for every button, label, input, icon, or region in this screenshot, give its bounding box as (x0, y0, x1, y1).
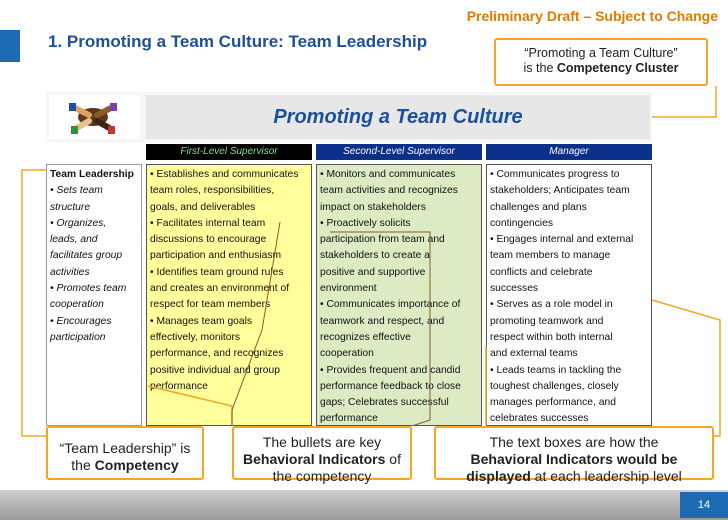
indicator-line: • Facilitates internal team (150, 217, 266, 229)
second-level-indicators (316, 164, 482, 426)
indicator-line: stakeholders; Anticipates team (490, 185, 630, 197)
competency-line: • Promotes team (50, 283, 127, 295)
indicator-line: environment (320, 283, 377, 295)
callout-cluster-mid: is the (523, 61, 557, 75)
level-header-manager: Manager (486, 144, 652, 160)
callout-tb-post: at each leadership level (530, 467, 682, 484)
indicator-line: • Provides frequent and candid (320, 364, 461, 376)
indicator-line: performance (150, 380, 208, 392)
indicator-line: impact on stakeholders (320, 201, 426, 213)
manager-indicators (486, 164, 652, 426)
indicator-line: successes (490, 283, 539, 295)
callout-bi-bold: Behavioral Indicators (243, 450, 386, 467)
indicator-line: conflicts and celebrate (490, 266, 593, 278)
indicator-line: • Proactively solicits (320, 217, 411, 229)
level-header-second: Second-Level Supervisor (316, 144, 482, 160)
callout-bi-end: the competency (272, 467, 372, 484)
callout-comp-text: “Team Leadership” is (59, 440, 191, 456)
callout-bi-post: of (385, 450, 401, 467)
indicator-line: challenges and plans (490, 201, 587, 213)
callout-cluster-text: “Promoting a Team Culture” (524, 46, 678, 60)
logo-panel (49, 95, 140, 139)
callout-bi-text: The bullets are key (262, 434, 382, 450)
competency-line: leads, and (50, 234, 98, 246)
indicator-line: • Leads teams in tackling the (490, 364, 622, 376)
indicator-line: respect within both internal (490, 331, 613, 343)
cluster-banner-title: Promoting a Team Culture (146, 95, 650, 139)
indicator-line: stakeholders to create a (320, 250, 430, 262)
indicator-line: effectively, monitors (150, 331, 241, 343)
indicator-line: • Identifies team ground rules (150, 266, 284, 278)
competency-column (46, 164, 142, 426)
indicator-line: team roles, responsibilities, (150, 185, 275, 197)
page-title: 1. Promoting a Team Culture: Team Leadership (48, 32, 428, 51)
callout-competency-cluster (494, 38, 708, 86)
callout-tb-text: The text boxes are how the (489, 434, 659, 450)
competency-line: cooperation (50, 299, 104, 311)
indicator-line: contingencies (490, 217, 553, 229)
callout-tb-bold2: displayed (466, 467, 531, 484)
indicator-line: discussions to encourage (150, 234, 267, 246)
indicator-line: celebrates successes (490, 413, 589, 425)
indicator-line: performance feedback to close (320, 380, 461, 392)
indicator-line: participation and enthusiasm (150, 250, 282, 262)
competency-line: structure (50, 201, 91, 213)
indicator-line: positive individual and group (150, 364, 280, 376)
indicator-line: • Manages team goals (150, 315, 253, 327)
connector-textbox (652, 300, 720, 436)
indicator-line: cooperation (320, 348, 374, 360)
competency-line: participation (50, 331, 106, 343)
indicator-line: toughest challenges, closely (490, 380, 619, 392)
competency-name: Team Leadership (50, 169, 134, 180)
callout-competency (46, 426, 204, 480)
indicator-line: performance, and recognizes (150, 348, 284, 360)
first-level-indicators (146, 164, 312, 426)
indicator-line: performance (320, 413, 378, 425)
indicator-line: team activities and recognizes (320, 185, 458, 197)
indicator-line: • Monitors and communicates (320, 169, 456, 180)
footer-bar (0, 490, 728, 520)
indicator-line: • Serves as a role model in (490, 299, 613, 311)
connector-cluster (652, 86, 716, 117)
callout-comp-bold: Competency (94, 456, 179, 473)
indicator-line: • Communicates progress to (490, 169, 620, 180)
connector-competency (22, 170, 46, 436)
indicator-line: goals, and deliverables (150, 201, 256, 213)
indicator-line: • Engages internal and external (490, 234, 634, 246)
callout-cluster-bold: Competency Cluster (556, 61, 679, 75)
draft-label: Preliminary Draft – Subject to Change (466, 8, 718, 24)
indicator-line: and creates an environment of (150, 283, 290, 295)
accent-bar (0, 30, 20, 62)
page-number: 14 (680, 492, 728, 518)
competency-line: • Encourages (50, 315, 112, 327)
indicator-line: teamwork and respect, and (320, 315, 445, 327)
callout-behavioral-indicators (232, 426, 412, 484)
competency-line: activities (50, 266, 90, 278)
indicator-line: participation from team and (320, 234, 445, 246)
indicator-line: • Communicates importance of (320, 299, 461, 311)
level-header-first: First-Level Supervisor (146, 144, 312, 160)
competency-line: • Sets team (50, 185, 103, 197)
indicator-line: promoting teamwork and (490, 315, 604, 327)
callout-tb-bold1: Behavioral Indicators would be (470, 450, 678, 467)
indicator-line: team members to manage (490, 250, 611, 262)
competency-line: facilitates group (50, 250, 123, 262)
indicator-line: manages performance, and (490, 397, 616, 409)
indicator-line: gaps; Celebrates successful (320, 397, 449, 409)
indicator-line: positive and supportive (320, 266, 426, 278)
team-hands-icon (69, 99, 117, 135)
indicator-line: respect for team members (150, 299, 271, 311)
indicator-line: and external teams (490, 348, 578, 360)
callout-comp-mid: the (71, 456, 95, 473)
competency-line: • Organizes, (50, 217, 107, 229)
callout-text-boxes (434, 426, 714, 484)
indicator-line: • Establishes and communicates (150, 169, 299, 180)
indicator-line: recognizes effective (320, 331, 411, 343)
